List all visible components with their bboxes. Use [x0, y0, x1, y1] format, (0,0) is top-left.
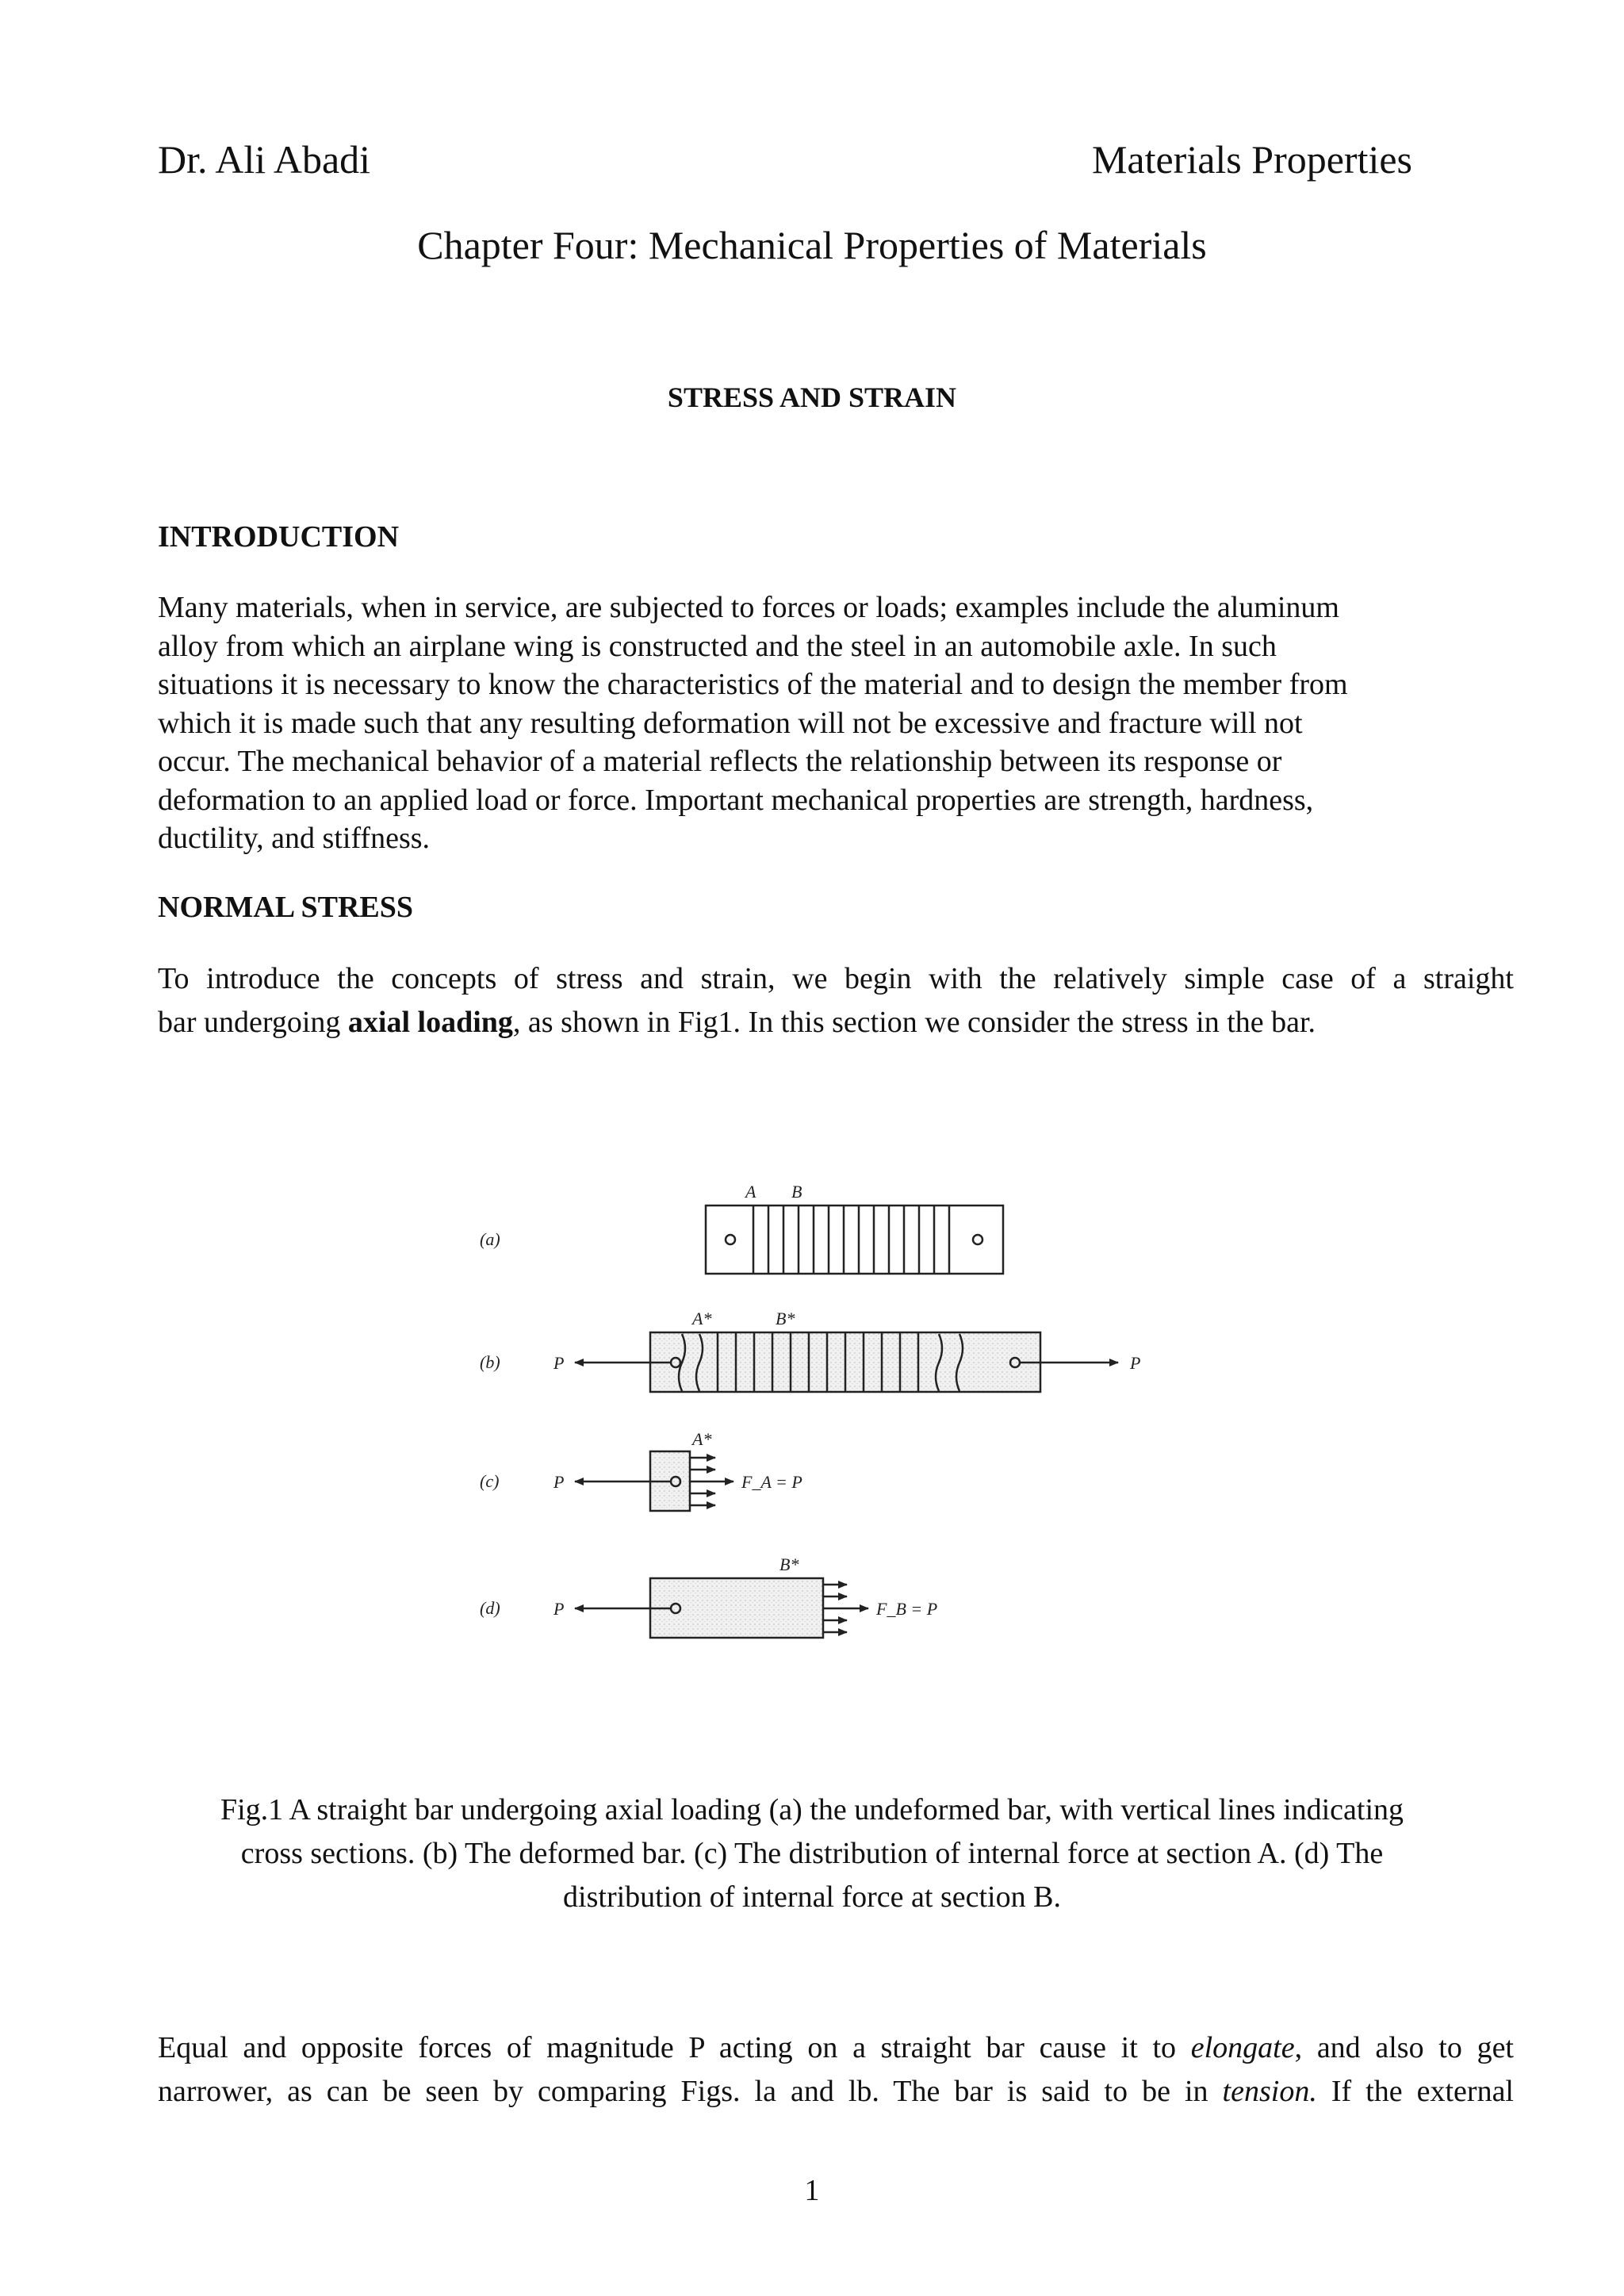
- text-line: bar undergoing axial loading, as shown in Fig1. In this section we consider the stress in the bar.: [158, 1006, 1316, 1039]
- normal-stress-heading: NORMAL STRESS: [158, 891, 414, 924]
- text-line: ductility, and stiffness.: [158, 822, 431, 855]
- bar-b: [575, 1332, 1118, 1392]
- axial-loading-figure: [468, 1166, 1182, 1665]
- label-p-b-right: P: [1130, 1353, 1141, 1373]
- label-p-c: P: [553, 1472, 565, 1492]
- label-fa: F_A = P: [741, 1472, 802, 1492]
- text-line: Equal and opposite forces of magnitude P acting on a straight bar cause it to elongate, and also to get: [158, 2031, 1514, 2064]
- label-b-star-d: B*: [779, 1554, 799, 1574]
- normal-stress-paragraph: [158, 957, 1514, 1045]
- introduction-heading: INTRODUCTION: [158, 520, 400, 554]
- caption-line: cross sections. (b) The deformed bar. (c) The distribution of internal force at section A. (d) The: [240, 1837, 1384, 1870]
- course-title: Materials Properties: [1091, 137, 1412, 182]
- text-line: narrower, as can be seen by comparing Figs. la and lb. The bar is said to be in tension. If the external: [158, 2075, 1514, 2108]
- label-fb: F_B = P: [876, 1599, 938, 1619]
- label-p-b-left: P: [553, 1353, 565, 1373]
- label-b: (b): [480, 1352, 500, 1372]
- text-line: situations it is necessary to know the characteristics of the material and to design the member from: [158, 668, 1348, 701]
- author-name: Dr. Ali Abadi: [158, 137, 371, 182]
- bar-c: [575, 1451, 733, 1511]
- label-a-star: A*: [692, 1309, 712, 1328]
- axial-loading-term: axial loading: [347, 1006, 513, 1039]
- bar-d: [575, 1578, 868, 1638]
- bar-a: [706, 1205, 1003, 1274]
- chapter-title: Chapter Four: Mechanical Properties of Materials: [417, 223, 1207, 267]
- caption-line: Fig.1 A straight bar undergoing axial loading (a) the undeformed bar, with vertical lines indicating: [220, 1793, 1404, 1826]
- label-d: (d): [480, 1598, 500, 1618]
- label-p-d: P: [553, 1599, 565, 1619]
- text-line: To introduce the concepts of stress and strain, we begin with the relatively simple case of a straight: [158, 962, 1514, 995]
- text-line: occur. The mechanical behavior of a material reflects the relationship between its response or: [158, 745, 1282, 778]
- closing-paragraph: [158, 2026, 1514, 2114]
- text-line: Many materials, when in service, are subjected to forces or loads; examples include the aluminum: [158, 591, 1339, 624]
- caption-line: distribution of internal force at section B.: [563, 1880, 1061, 1914]
- figure-caption: [0, 1788, 1624, 1919]
- text-line: deformation to an applied load or force. Important mechanical properties are strength, hardness,: [158, 783, 1314, 817]
- label-section-b: B: [791, 1182, 802, 1202]
- label-a-star-c: A*: [692, 1429, 712, 1449]
- introduction-paragraph: [158, 588, 1490, 858]
- label-b-star: B*: [776, 1309, 795, 1328]
- section-title: STRESS AND STRAIN: [667, 381, 957, 413]
- label-section-a: A: [745, 1182, 756, 1202]
- text-line: which it is made such that any resulting deformation will not be excessive and fracture will not: [158, 706, 1303, 740]
- text-line: alloy from which an airplane wing is constructed and the steel in an automobile axle. In such: [158, 629, 1277, 663]
- page-number: 1: [804, 2174, 820, 2207]
- label-c: (c): [480, 1471, 500, 1491]
- label-a: (a): [480, 1229, 500, 1249]
